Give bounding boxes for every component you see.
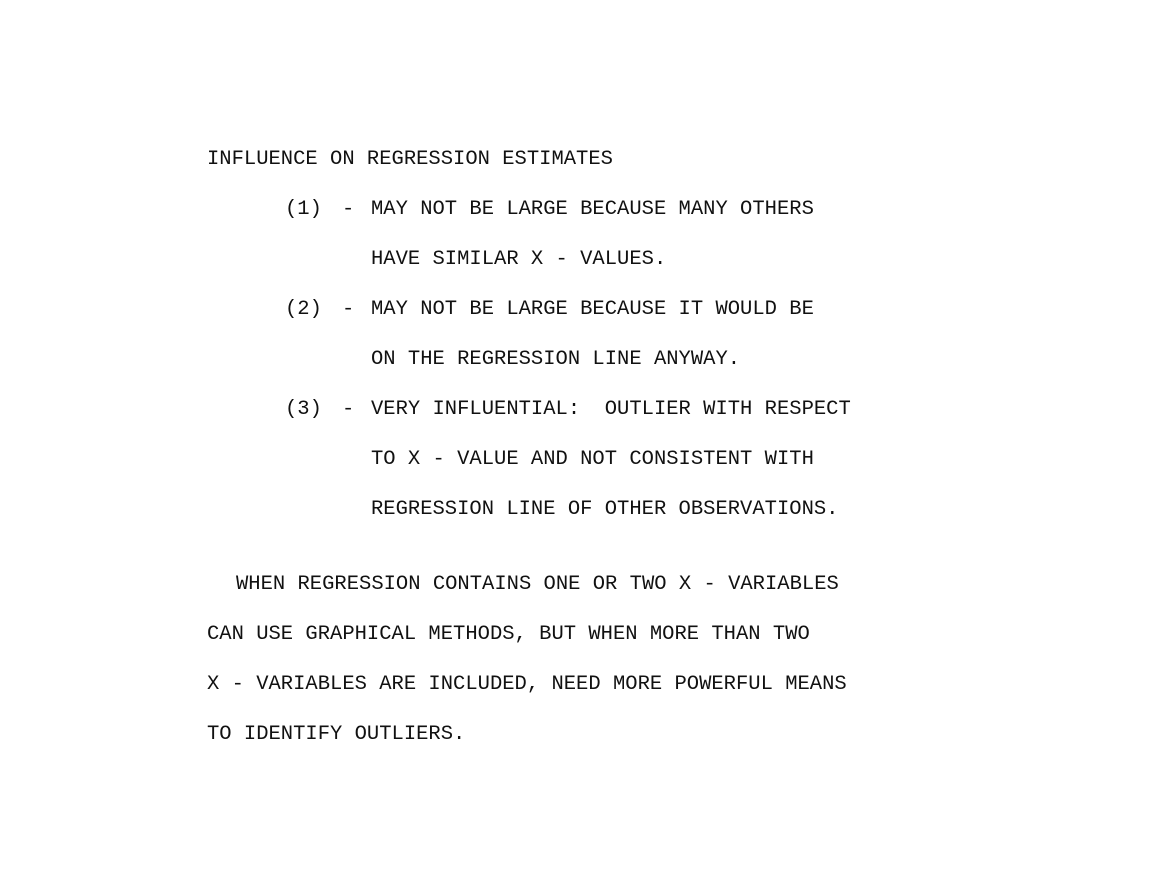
item-1-marker: (1) <box>285 198 322 221</box>
item-1-dash: - <box>342 198 355 221</box>
item-3-dash: - <box>342 398 355 421</box>
item-3-line-3: REGRESSION LINE OF OTHER OBSERVATIONS. <box>371 498 839 521</box>
item-1-line-2: HAVE SIMILAR X - VALUES. <box>371 248 667 271</box>
item-2-line-2: ON THE REGRESSION LINE ANYWAY. <box>371 348 741 371</box>
item-2-dash: - <box>342 298 355 321</box>
item-1-line-1: MAY NOT BE LARGE BECAUSE MANY OTHERS <box>371 198 814 221</box>
item-3-marker: (3) <box>285 398 322 421</box>
heading: INFLUENCE ON REGRESSION ESTIMATES <box>207 148 613 171</box>
paragraph-line-2: CAN USE GRAPHICAL METHODS, BUT WHEN MORE THAN TWO <box>207 623 810 646</box>
item-3-line-2: TO X - VALUE AND NOT CONSISTENT WITH <box>371 448 814 471</box>
item-2-line-1: MAY NOT BE LARGE BECAUSE IT WOULD BE <box>371 298 814 321</box>
paragraph-line-4: TO IDENTIFY OUTLIERS. <box>207 723 466 746</box>
item-3-line-1: VERY INFLUENTIAL: OUTLIER WITH RESPECT <box>371 398 851 421</box>
item-2-marker: (2) <box>285 298 322 321</box>
paragraph-line-3: X - VARIABLES ARE INCLUDED, NEED MORE POWERFUL MEANS <box>207 673 847 696</box>
paragraph-line-1: WHEN REGRESSION CONTAINS ONE OR TWO X - VARIABLES <box>236 573 839 596</box>
